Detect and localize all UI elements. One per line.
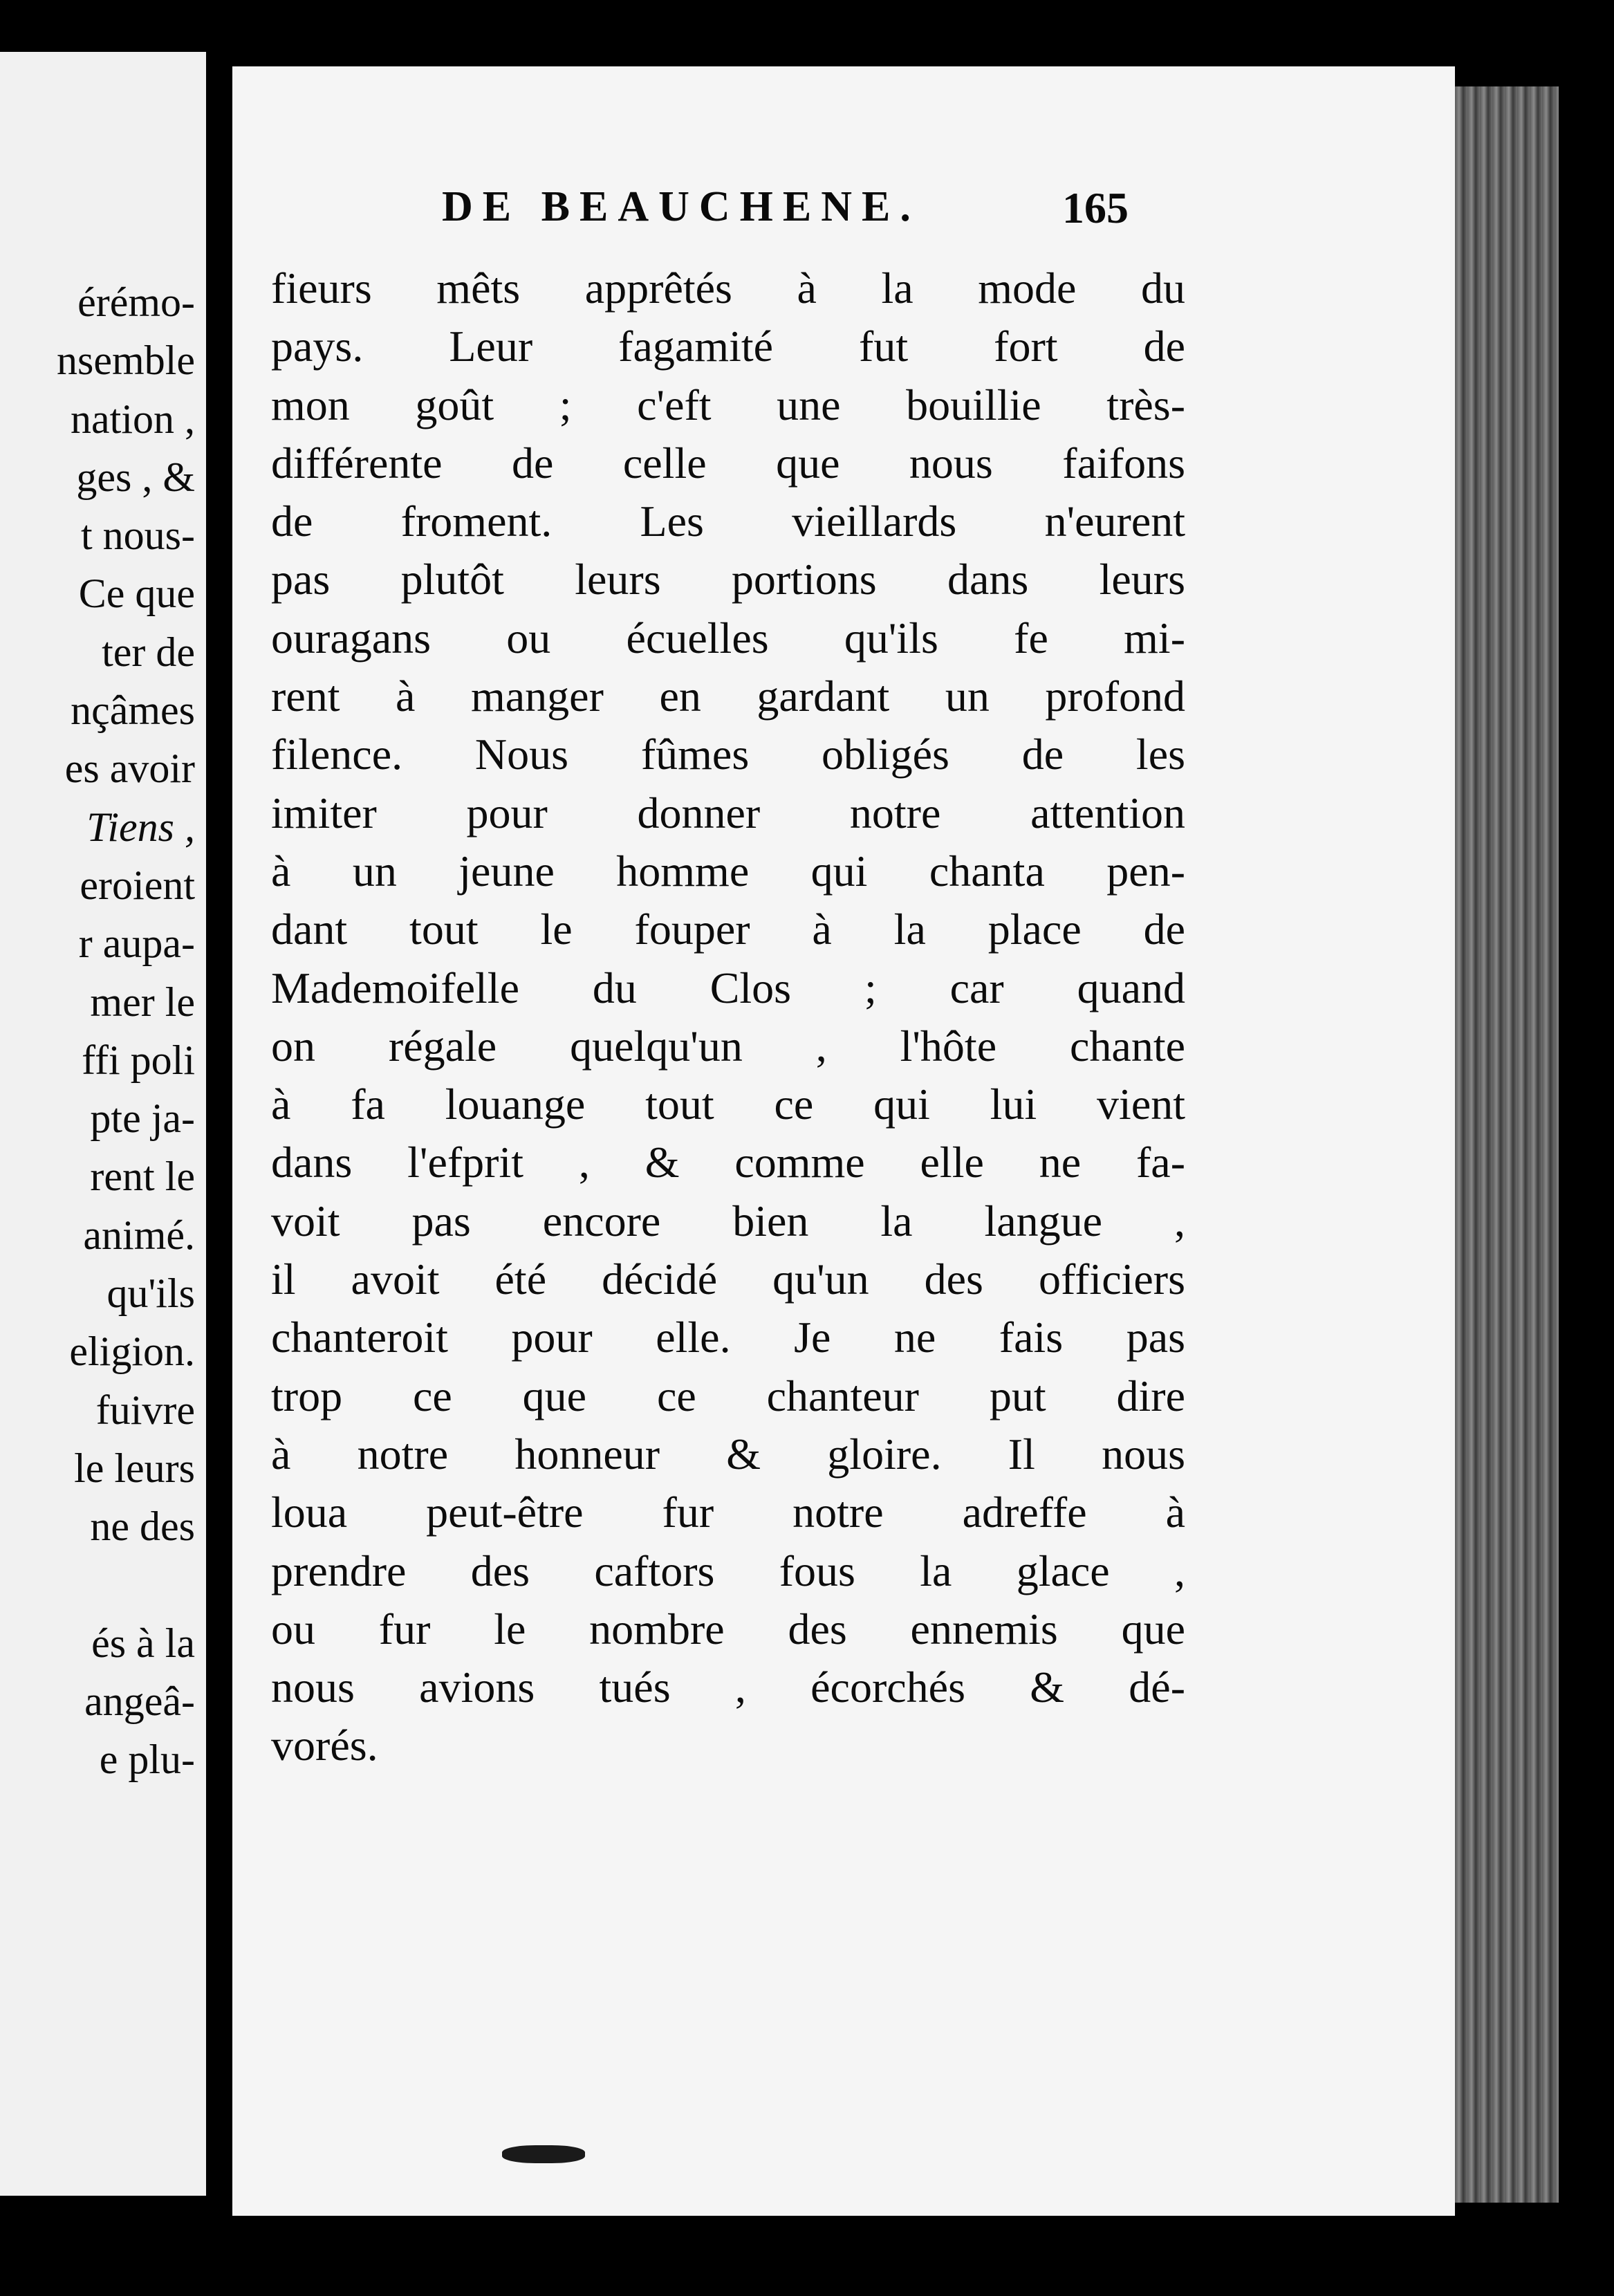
text-line: rent le <box>90 1154 195 1200</box>
text-line: filence. Nous fûmes obligés de les <box>271 730 1185 779</box>
page-header <box>232 183 1455 238</box>
text-line: pte ja- <box>90 1095 195 1142</box>
text-line: il avoit été décidé qu'un des officiers <box>271 1255 1185 1304</box>
text-line: Mademoifelle du Clos ; car quand <box>271 963 1185 1012</box>
text-line: le leurs <box>74 1445 195 1491</box>
body-text <box>271 259 1185 1775</box>
text-line: qu'ils <box>106 1270 195 1317</box>
text-line: ffi poli <box>82 1037 195 1083</box>
text-line: trop ce que ce chanteur put dire <box>271 1371 1185 1420</box>
text-line: t nous- <box>81 512 195 559</box>
text-line: Ce que <box>78 571 195 617</box>
text-line: nçâmes <box>71 687 195 734</box>
text-line: à fa louange tout ce qui lui vient <box>271 1080 1185 1129</box>
text-line: on régale quelqu'un , l'hôte chante <box>271 1021 1185 1071</box>
text-line: rent à manger en gardant un profond <box>271 672 1185 721</box>
text-line: r aupa- <box>78 920 195 967</box>
text-line: eligion. <box>69 1328 195 1375</box>
page-edges <box>1455 86 1559 2203</box>
text-line: pas plutôt leurs portions dans leurs <box>271 555 1185 604</box>
text-line: es avoir <box>64 746 195 792</box>
text-line: érémo- <box>77 279 195 325</box>
text-line: ouragans ou écuelles qu'ils fe mi- <box>271 613 1185 663</box>
text-line: ou fur le nombre des ennemis que <box>271 1604 1185 1654</box>
text-line: nation , <box>71 396 195 442</box>
page-number: 165 <box>1062 183 1129 232</box>
text-line: nsemble <box>57 337 195 384</box>
text-line: eroient <box>80 862 195 908</box>
text-line: différente de celle que nous faifons <box>271 438 1185 488</box>
text-line: mon goût ; c'eft une bouillie très- <box>271 380 1185 429</box>
text-line: Tiens , <box>86 804 195 850</box>
text-line: à notre honneur & gloire. Il nous <box>271 1429 1185 1479</box>
text-line: pays. Leur fagamité fut fort de <box>271 322 1185 371</box>
text-line: ges , & <box>76 454 195 500</box>
text-line: ter de <box>102 629 195 675</box>
text-line: animé. <box>83 1212 195 1258</box>
text-line: és à la <box>91 1620 195 1666</box>
text-line: ne des <box>90 1503 195 1550</box>
text-line: prendre des caftors fous la glace , <box>271 1546 1185 1595</box>
text-line: voit pas encore bien la langue , <box>271 1196 1185 1246</box>
text-line: vorés. <box>271 1721 378 1770</box>
running-head: DE BEAUCHENE. <box>442 183 920 230</box>
text-line: imiter pour donner notre attention <box>271 788 1185 837</box>
text-line: e plu- <box>99 1737 195 1783</box>
text-line: à un jeune homme qui chanta pen- <box>271 846 1185 896</box>
text-line: fieurs mêts apprêtés à la mode du <box>271 263 1185 313</box>
text-line: mer le <box>90 979 195 1025</box>
blank-line <box>57 1556 195 1614</box>
facing-page-text <box>57 273 195 1789</box>
printer-ornament <box>502 2145 585 2163</box>
text-line: nous avions tués , écorchés & dé- <box>271 1663 1185 1712</box>
text-line: dant tout le fouper à la place de <box>271 905 1185 954</box>
text-line: loua peut-être fur notre adreffe à <box>271 1488 1185 1537</box>
text-line: dans l'efprit , & comme elle ne fa- <box>271 1138 1185 1187</box>
text-line: angeâ- <box>84 1678 195 1725</box>
text-line: chanteroit pour elle. Je ne fais pas <box>271 1313 1185 1362</box>
main-page <box>232 66 1455 2216</box>
text-line: de froment. Les vieillards n'eurent <box>271 497 1185 546</box>
text-line: fuivre <box>95 1387 195 1433</box>
facing-page-left <box>0 52 206 2196</box>
